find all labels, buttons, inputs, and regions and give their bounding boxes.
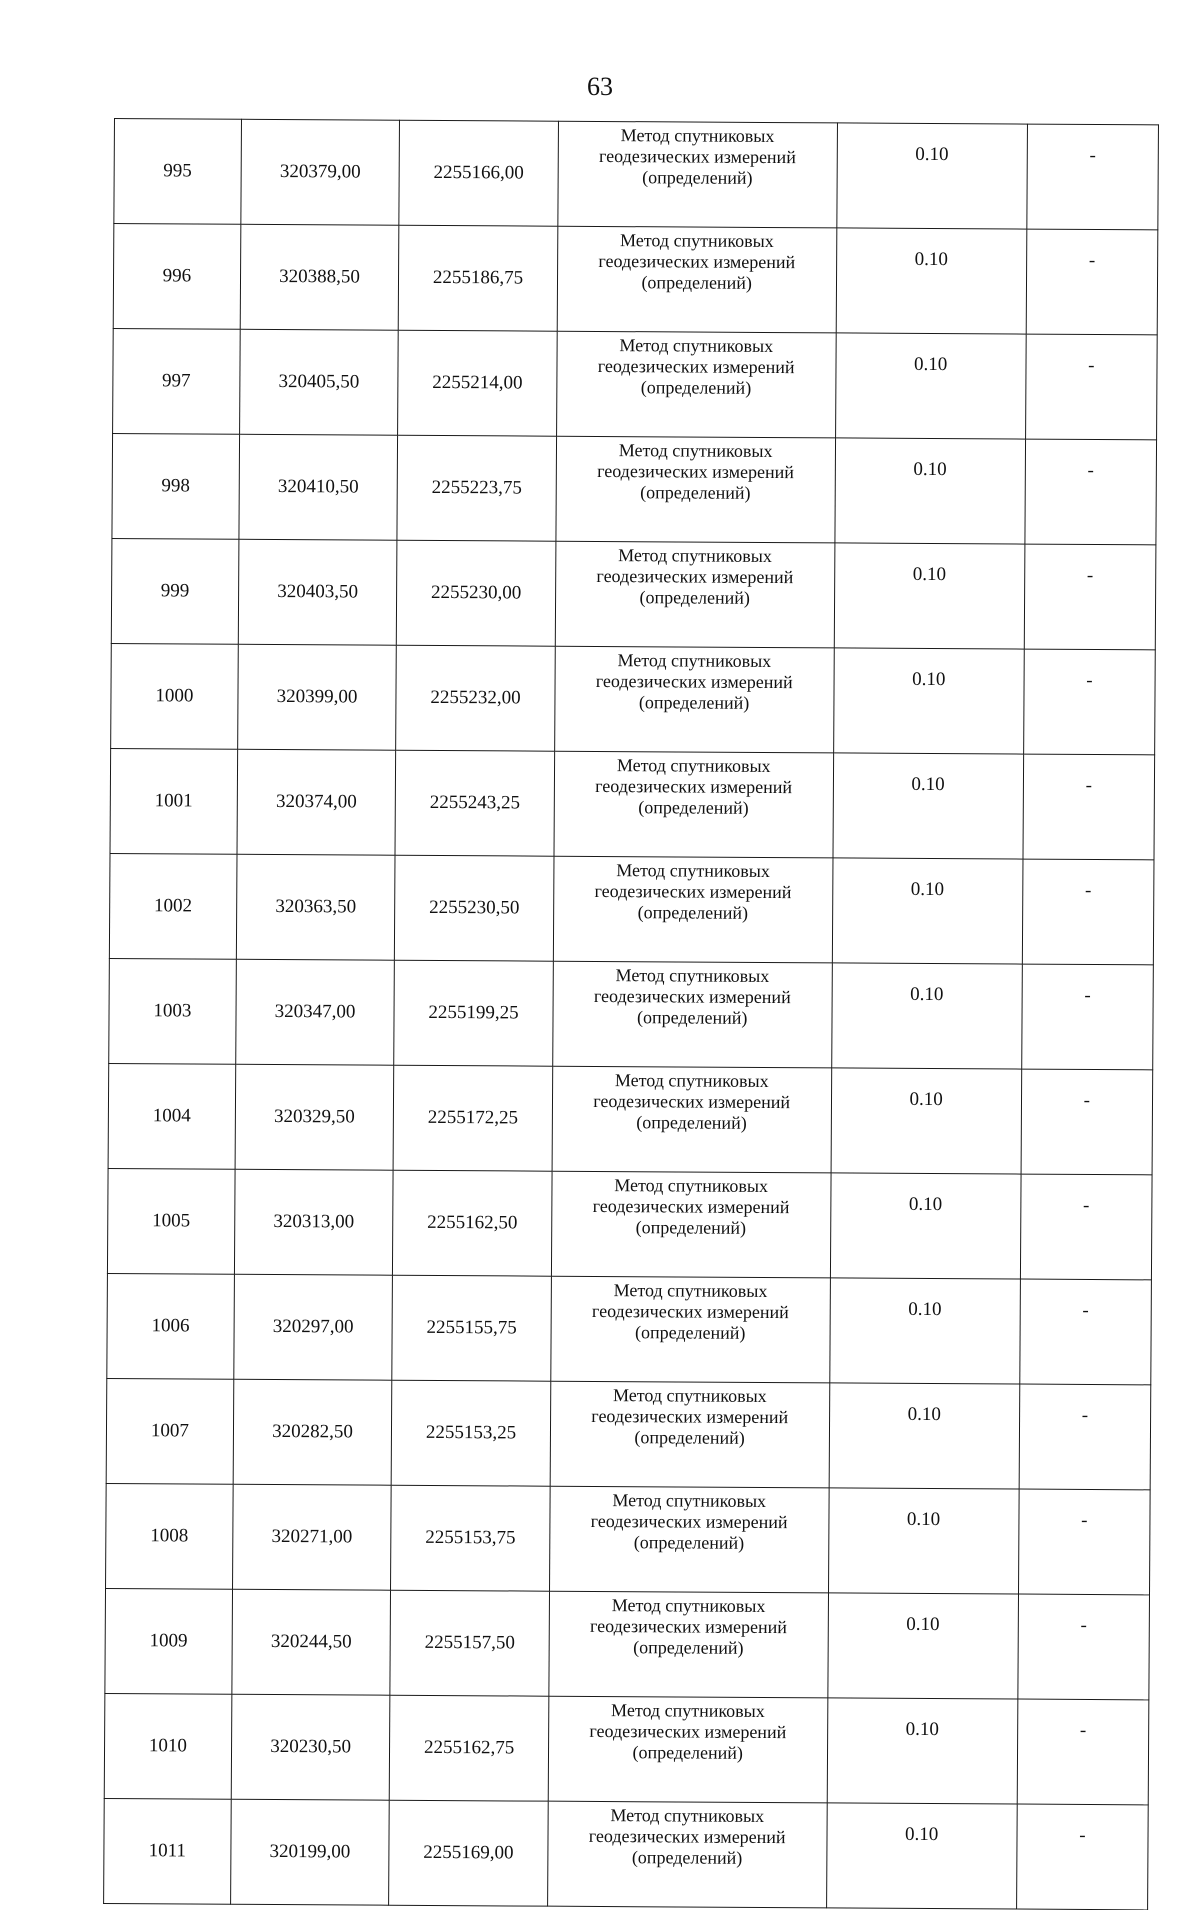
table-row (109, 958, 1154, 1069)
y-coordinate-cell: 2255230,00 (397, 540, 556, 646)
accuracy-cell: 0.10 (827, 1593, 1018, 1699)
method-cell (556, 436, 835, 543)
x-coordinate-cell: 320405,50 (239, 329, 398, 435)
y-coordinate-cell: 2255214,00 (398, 330, 557, 436)
accuracy-cell: 0.10 (829, 1278, 1020, 1384)
point-number-cell: 1001 (110, 748, 237, 854)
accuracy-cell: 0.10 (834, 438, 1025, 544)
point-number-cell: 1010 (104, 1693, 231, 1799)
point-number-cell: 1000 (111, 643, 238, 749)
point-number-cell: 995 (114, 119, 241, 225)
point-number-cell: 996 (113, 224, 240, 330)
y-coordinate-cell: 2255162,50 (393, 1170, 552, 1276)
x-coordinate-cell: 320388,50 (240, 224, 399, 330)
point-number-cell: 1003 (109, 958, 236, 1064)
y-coordinate-cell: 2255172,25 (393, 1065, 552, 1171)
note-cell: - (1026, 229, 1158, 335)
y-coordinate-cell: 2255166,00 (399, 120, 558, 226)
x-coordinate-cell: 320347,00 (236, 959, 395, 1065)
method-text-line: Метод спутниковых (617, 650, 772, 672)
y-coordinate-cell: 2255157,50 (390, 1590, 549, 1696)
method-text-line: Метод спутниковых (612, 1385, 767, 1407)
method-cell (555, 541, 834, 648)
method-cell (547, 1801, 826, 1908)
point-number-cell: 999 (111, 538, 238, 644)
method-text-line: Метод спутниковых (611, 1700, 765, 1722)
accuracy-cell: 0.10 (836, 123, 1027, 229)
y-coordinate-cell: 2255155,75 (392, 1275, 551, 1381)
method-text-line: (определений) (640, 377, 752, 398)
accuracy-cell: 0.10 (835, 333, 1026, 439)
note-cell: - (1020, 1174, 1152, 1280)
method-text-line: Метод спутниковых (614, 1070, 769, 1092)
method-text-line: геодезических измерений (594, 880, 792, 903)
method-text-line: геодезических измерений (592, 1195, 790, 1218)
method-text-line: геодезических измерений (595, 775, 793, 798)
x-coordinate-cell: 320297,00 (234, 1274, 393, 1380)
table-row (111, 538, 1156, 649)
method-text-line: геодезических измерений (588, 1825, 786, 1848)
point-number-cell: 1005 (107, 1168, 234, 1274)
method-text-line: (определений) (633, 1532, 745, 1553)
method-text-line: (определений) (639, 587, 751, 608)
method-text-line: геодезических измерений (591, 1405, 789, 1428)
note-cell: - (1027, 124, 1159, 230)
table-row (113, 328, 1158, 439)
method-text-line: геодезических измерений (597, 460, 795, 483)
table-row (107, 1273, 1152, 1384)
method-cell (558, 121, 837, 228)
accuracy-cell: 0.10 (831, 963, 1022, 1069)
method-text-line: (определений) (641, 272, 752, 293)
method-text-line: (определений) (638, 692, 750, 713)
table-row (105, 1588, 1150, 1699)
table-row (104, 1693, 1149, 1804)
table-row (109, 853, 1154, 964)
y-coordinate-cell: 2255169,00 (389, 1800, 548, 1906)
method-cell (549, 1486, 828, 1593)
note-cell: - (1023, 649, 1155, 755)
note-cell: - (1016, 1804, 1148, 1910)
y-coordinate-cell: 2255186,75 (399, 225, 558, 331)
accuracy-cell: 0.10 (830, 1173, 1021, 1279)
x-coordinate-cell: 320199,00 (230, 1799, 389, 1905)
method-cell (548, 1696, 827, 1803)
accuracy-cell: 0.10 (834, 543, 1025, 649)
note-cell: - (1024, 544, 1156, 650)
note-cell: - (1021, 1069, 1153, 1175)
method-text-line: геодезических измерений (598, 250, 796, 273)
x-coordinate-cell: 320379,00 (241, 119, 400, 225)
note-cell: - (1022, 859, 1154, 965)
point-number-cell: 1011 (104, 1798, 231, 1904)
table-row (114, 119, 1159, 230)
x-coordinate-cell: 320271,00 (232, 1484, 391, 1590)
note-cell: - (1025, 439, 1157, 545)
point-number-cell: 997 (113, 328, 240, 434)
note-cell: - (1020, 1279, 1152, 1385)
method-text-line: геодезических измерений (597, 355, 795, 378)
x-coordinate-cell: 320282,50 (233, 1379, 392, 1485)
method-cell (551, 1171, 830, 1278)
x-coordinate-cell: 320363,50 (236, 854, 395, 960)
y-coordinate-cell: 2255153,25 (391, 1380, 550, 1486)
note-cell: - (1025, 334, 1157, 440)
accuracy-cell: 0.10 (836, 228, 1027, 334)
method-text-line: геодезических измерений (596, 565, 794, 588)
x-coordinate-cell: 320329,50 (235, 1064, 394, 1170)
y-coordinate-cell: 2255230,50 (395, 855, 554, 961)
y-coordinate-cell: 2255162,75 (390, 1695, 549, 1801)
method-text-line: геодезических измерений (589, 1720, 787, 1743)
method-text-line: Метод спутниковых (615, 965, 770, 987)
method-cell (551, 1276, 830, 1383)
method-cell (552, 1066, 831, 1173)
method-text-line: Метод спутниковых (619, 335, 774, 357)
coordinates-table (103, 118, 1159, 1910)
y-coordinate-cell: 2255153,75 (391, 1485, 550, 1591)
method-text-line: (определений) (636, 1007, 748, 1028)
point-number-cell: 1008 (106, 1483, 233, 1589)
method-text-line: Метод спутниковых (613, 1280, 768, 1302)
method-text-line: Метод спутниковых (616, 860, 770, 882)
method-text-line: (определений) (642, 167, 753, 188)
accuracy-cell: 0.10 (831, 1068, 1022, 1174)
point-number-cell: 1009 (105, 1588, 232, 1694)
method-text-line: (определений) (631, 1847, 743, 1868)
note-cell: - (1019, 1384, 1151, 1490)
note-cell: - (1018, 1489, 1150, 1595)
method-text-line: геодезических измерений (593, 1090, 791, 1113)
method-text-line: (определений) (632, 1742, 743, 1763)
method-text-line: геодезических измерений (590, 1510, 788, 1533)
table-row (107, 1168, 1152, 1279)
point-number-cell: 1006 (107, 1273, 234, 1379)
method-text-line: Метод спутниковых (614, 1175, 769, 1197)
y-coordinate-cell: 2255243,25 (395, 750, 554, 856)
method-text-line: геодезических измерений (595, 670, 793, 693)
table-row (113, 224, 1158, 335)
method-text-line: (определений) (633, 1637, 744, 1658)
accuracy-cell: 0.10 (827, 1698, 1018, 1804)
coordinates-table-body (104, 119, 1159, 1910)
method-text-line: (определений) (635, 1217, 747, 1238)
note-cell: - (1017, 1699, 1149, 1805)
point-number-cell: 1004 (108, 1063, 235, 1169)
method-text-line: Метод спутниковых (620, 230, 774, 252)
note-cell: - (1021, 964, 1153, 1070)
x-coordinate-cell: 320230,50 (231, 1694, 390, 1800)
method-cell (550, 1381, 829, 1488)
table-row (106, 1378, 1151, 1489)
table-row (110, 748, 1155, 859)
x-coordinate-cell: 320244,50 (232, 1589, 391, 1695)
point-number-cell: 998 (112, 433, 239, 539)
method-text-line: Метод спутниковых (618, 545, 772, 567)
method-text-line: геодезических измерений (593, 985, 791, 1008)
method-cell (553, 961, 832, 1068)
point-number-cell: 1007 (106, 1378, 233, 1484)
table-row (106, 1483, 1151, 1594)
accuracy-cell: 0.10 (833, 648, 1024, 754)
y-coordinate-cell: 2255199,25 (394, 960, 553, 1066)
table-row (104, 1798, 1149, 1909)
y-coordinate-cell: 2255223,75 (397, 435, 556, 541)
x-coordinate-cell: 320410,50 (239, 434, 398, 540)
accuracy-cell: 0.10 (826, 1803, 1017, 1909)
method-cell (556, 331, 835, 438)
method-cell (554, 646, 833, 753)
method-text-line: Метод спутниковых (620, 125, 775, 147)
method-text-line: Метод спутниковых (612, 1490, 767, 1512)
method-text-line: (определений) (634, 1427, 745, 1448)
accuracy-cell: 0.10 (832, 858, 1023, 964)
x-coordinate-cell: 320374,00 (237, 749, 396, 855)
method-text-line: геодезических измерений (591, 1300, 789, 1323)
method-text-line: (определений) (638, 797, 749, 818)
method-text-line: (определений) (635, 1322, 746, 1343)
note-cell: - (1018, 1594, 1150, 1700)
method-cell (554, 751, 833, 858)
table-row (111, 643, 1156, 754)
x-coordinate-cell: 320399,00 (237, 644, 396, 750)
method-text-line: геодезических измерений (598, 145, 796, 168)
accuracy-cell: 0.10 (829, 1383, 1020, 1489)
method-text-line: геодезических измерений (589, 1615, 787, 1638)
method-text-line: (определений) (640, 482, 751, 503)
point-number-cell: 1002 (109, 853, 236, 959)
page-number: 63 (587, 72, 613, 101)
x-coordinate-cell: 320403,50 (238, 539, 397, 645)
method-text-line: (определений) (637, 902, 749, 923)
method-text-line: Метод спутниковых (618, 440, 773, 462)
accuracy-cell: 0.10 (828, 1488, 1019, 1594)
method-cell (549, 1591, 828, 1698)
method-text-line: (определений) (636, 1112, 747, 1133)
table-row (108, 1063, 1153, 1174)
method-text-line: Метод спутниковых (610, 1805, 765, 1827)
method-cell (557, 226, 836, 333)
y-coordinate-cell: 2255232,00 (396, 645, 555, 751)
method-text-line: Метод спутниковых (611, 1595, 766, 1617)
accuracy-cell: 0.10 (833, 753, 1024, 859)
x-coordinate-cell: 320313,00 (234, 1169, 393, 1275)
method-cell (553, 856, 832, 963)
method-text-line: Метод спутниковых (616, 755, 771, 777)
table-row (112, 433, 1157, 544)
note-cell: - (1023, 754, 1155, 860)
